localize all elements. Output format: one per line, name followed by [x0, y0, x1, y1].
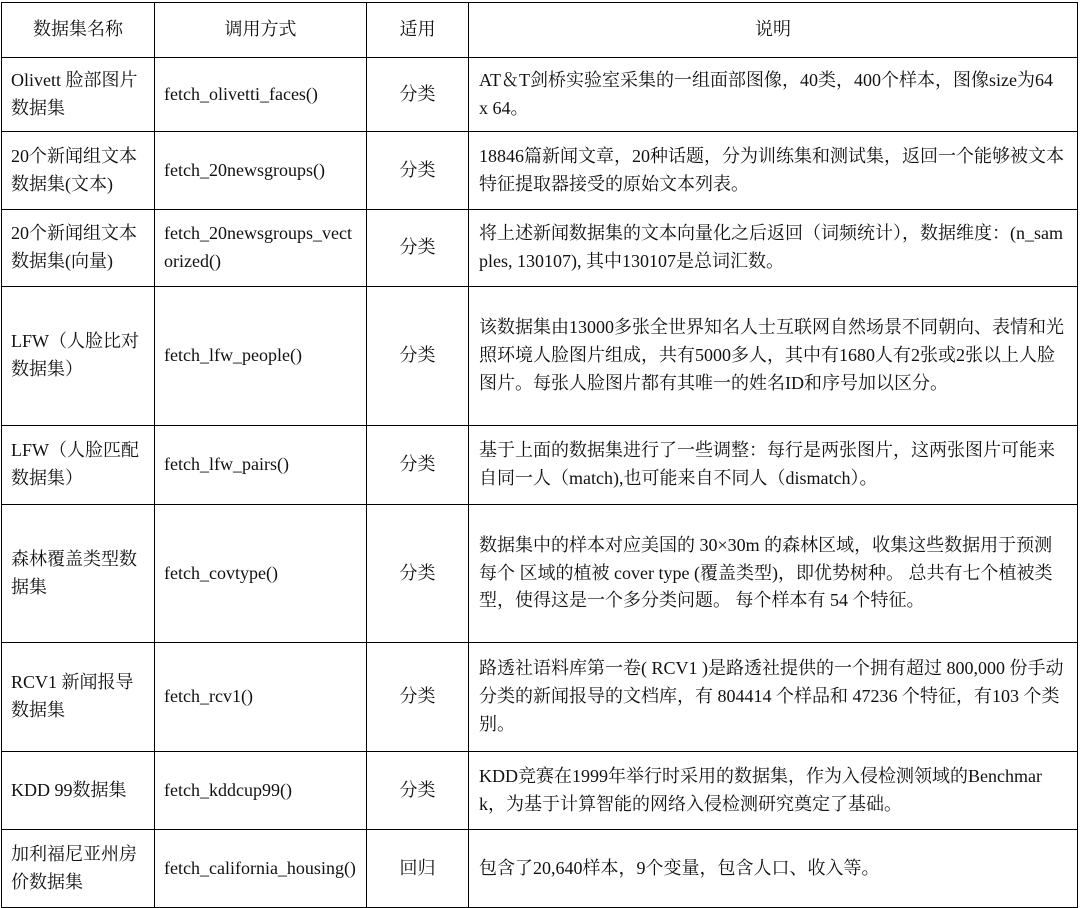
call-method-cell: fetch_california_housing() — [155, 830, 367, 908]
applicable-cell: 分类 — [367, 287, 469, 426]
description-cell: KDD竞赛在1999年举行时采用的数据集，作为入侵检测领域的Benchmark，为基于计算智能的网络入侵检测研究奠定了基础。 — [469, 752, 1078, 830]
dataset-name-cell: RCV1 新闻报导数据集 — [2, 643, 155, 752]
dataset-name-cell: 20个新闻组文本数据集(文本) — [2, 132, 155, 210]
applicable-cell: 分类 — [367, 505, 469, 643]
description-cell: 该数据集由13000多张全世界知名人士互联网自然场景不同朝向、表情和光照环境人脸图片组成，共有5000多人，其中有1680人有2张或2张以上人脸图片。每张人脸图片都有其唯一的姓名ID和序号加以区分。 — [469, 287, 1078, 426]
call-method-cell: fetch_kddcup99() — [155, 752, 367, 830]
applicable-cell: 分类 — [367, 752, 469, 830]
dataset-name-cell: 20个新闻组文本数据集(向量) — [2, 210, 155, 287]
description-cell: AT＆T剑桥实验室采集的一组面部图像，40类，400个样本，图像size为64 x 64。 — [469, 58, 1078, 132]
description-cell: 将上述新闻数据集的文本向量化之后返回（词频统计），数据维度：(n_samples, 130107), 其中130107是总词汇数。 — [469, 210, 1078, 287]
description-cell: 包含了20,640样本，9个变量，包含人口、收入等。 — [469, 830, 1078, 908]
table-row — [2, 643, 1078, 752]
call-method-cell: fetch_lfw_pairs() — [155, 426, 367, 505]
description-cell: 18846篇新闻文章，20种话题，分为训练集和测试集，返回一个能够被文本特征提取器接受的原始文本列表。 — [469, 132, 1078, 210]
header-call-method: 调用方式 — [155, 3, 367, 58]
applicable-cell: 回归 — [367, 830, 469, 908]
description-cell: 基于上面的数据集进行了一些调整：每行是两张图片，这两张图片可能来自同一人（match),也可能来自不同人（dismatch）。 — [469, 426, 1078, 505]
description-cell: 数据集中的样本对应美国的 30×30m 的森林区域，收集这些数据用于预测每个 区域的植被 cover type (覆盖类型)，即优势树种。 总共有七个植被类型，使得这是一个多分类问题。 每个样本有 54 个特征。 — [469, 505, 1078, 643]
header-applicable: 适用 — [367, 3, 469, 58]
table-row — [2, 132, 1078, 210]
table-row — [2, 426, 1078, 505]
dataset-name-cell: KDD 99数据集 — [2, 752, 155, 830]
dataset-name-cell: LFW（人脸比对数据集） — [2, 287, 155, 426]
table-row — [2, 505, 1078, 643]
dataset-table — [1, 2, 1078, 908]
call-method-cell: fetch_rcv1() — [155, 643, 367, 752]
table-row — [2, 830, 1078, 908]
header-row — [2, 3, 1078, 58]
table-row — [2, 210, 1078, 287]
call-method-cell: fetch_covtype() — [155, 505, 367, 643]
call-method-cell: fetch_20newsgroups_vectorized() — [155, 210, 367, 287]
table-row — [2, 58, 1078, 132]
dataset-table-container — [1, 2, 1078, 908]
dataset-name-cell: LFW（人脸匹配数据集） — [2, 426, 155, 505]
call-method-cell: fetch_lfw_people() — [155, 287, 367, 426]
call-method-cell: fetch_olivetti_faces() — [155, 58, 367, 132]
applicable-cell: 分类 — [367, 210, 469, 287]
applicable-cell: 分类 — [367, 132, 469, 210]
header-description: 说明 — [469, 3, 1078, 58]
applicable-cell: 分类 — [367, 643, 469, 752]
table-row — [2, 752, 1078, 830]
table-row — [2, 287, 1078, 426]
applicable-cell: 分类 — [367, 426, 469, 505]
applicable-cell: 分类 — [367, 58, 469, 132]
description-cell: 路透社语料库第一卷( RCV1 )是路透社提供的一个拥有超过 800,000 份手动分类的新闻报导的文档库，有 804414 个样品和 47236 个特征，有103 个类别。 — [469, 643, 1078, 752]
dataset-name-cell: 森林覆盖类型数据集 — [2, 505, 155, 643]
dataset-name-cell: 加利福尼亚州房价数据集 — [2, 830, 155, 908]
dataset-name-cell: Olivett 脸部图片数据集 — [2, 58, 155, 132]
header-dataset-name: 数据集名称 — [2, 3, 155, 58]
call-method-cell: fetch_20newsgroups() — [155, 132, 367, 210]
